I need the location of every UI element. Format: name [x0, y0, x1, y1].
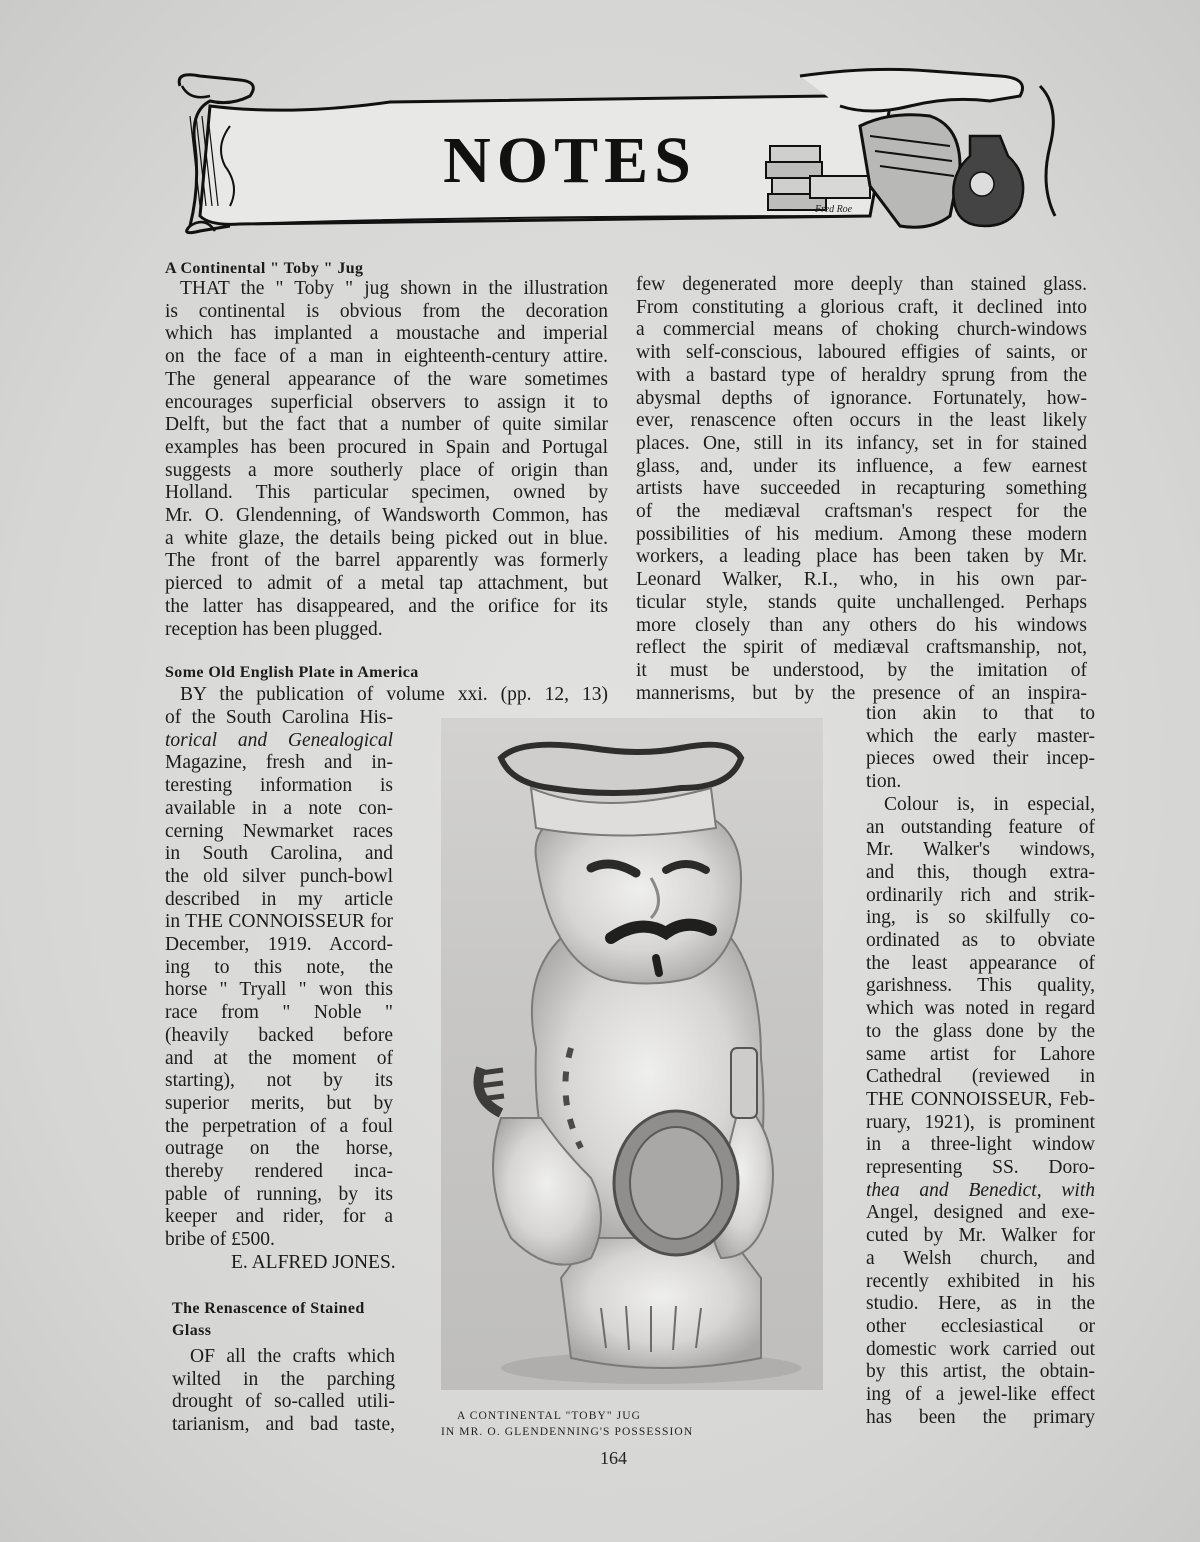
text-line: ordinarily rich and strik-: [866, 884, 1095, 906]
text-line: in THE CONNOISSEUR for: [165, 911, 393, 933]
text-line: Delft, but the fact that a number of quite similar: [165, 414, 608, 436]
right-column-body: [636, 274, 1087, 705]
text-line: recently exhibited in his: [866, 1270, 1095, 1292]
text-line: a Welsh church, and: [866, 1247, 1095, 1269]
text-line: ticular style, stands quite unchallenged. Perhaps: [636, 591, 1087, 613]
heading-line: The Renascence of Stained: [172, 1300, 365, 1317]
article-body-toby-jug: [165, 278, 608, 641]
text-line: pierced to admit of a metal tap attachment, but: [165, 573, 608, 595]
text-line: of the South Carolina His-: [165, 707, 393, 728]
text-line: The front of the barrel apparently was formerly: [165, 550, 608, 572]
toby-jug-photograph: [441, 718, 823, 1390]
text-line: teresting information is: [165, 775, 393, 797]
text-line: to the glass done by the: [866, 1020, 1095, 1042]
text-line: December, 1919. Accord-: [165, 934, 393, 956]
text-line: tarianism, and bad taste,: [172, 1414, 395, 1436]
text-line: horse " Tryall " won this: [165, 979, 393, 1001]
text-line: places. One, still in its infancy, set in for stained: [636, 432, 1087, 454]
text-line: in South Carolina, and: [165, 843, 393, 865]
text-line: Cathedral (reviewed in: [866, 1066, 1095, 1088]
text-line: has been the primary: [866, 1406, 1095, 1428]
text-line: Leonard Walker, R.I., who, in his own par-: [636, 569, 1087, 591]
text-line: (heavily backed before: [165, 1024, 393, 1046]
article-author: E. ALFRED JONES.: [231, 1251, 396, 1273]
text-line: domestic work carried out: [866, 1338, 1095, 1360]
text-line: tion.: [866, 771, 902, 793]
text-line: starting), not by its: [165, 1070, 393, 1092]
text-line: representing SS. Doro-: [866, 1157, 1095, 1179]
text-line: mannerisms, but by the presence of an inspira-: [636, 682, 1087, 704]
text-line: bribe of £500.: [165, 1229, 275, 1251]
caption-line: IN MR. O. GLENDENNING'S POSSESSION: [441, 1426, 694, 1438]
text-line: is continental is obvious from the decoration: [165, 300, 608, 322]
illustrator-signature: Fred Roe: [815, 204, 853, 215]
text-line: Colour is, in especial,: [884, 793, 1095, 815]
text-line: drought of so-called utili-: [172, 1391, 395, 1413]
text-line: it must be understood, by the imitation of: [636, 659, 1087, 681]
text-line: which has implanted a moustache and imperial: [165, 323, 608, 345]
text-line: pieces owed their incep-: [866, 748, 1095, 770]
text-line: the least appearance of: [866, 952, 1095, 974]
right-column-narrow-body: [866, 703, 1095, 1430]
caption-line: A CONTINENTAL "TOBY" JUG: [457, 1410, 642, 1422]
text-line: wilted in the parching: [172, 1368, 395, 1390]
text-line: available in a note con-: [165, 797, 393, 819]
text-line: with a bastard type of heraldry sprung from the: [636, 364, 1087, 386]
text-line: ing of a jewel-like effect: [866, 1384, 1095, 1406]
article-heading-toby-jug: A Continental " Toby " Jug: [165, 260, 364, 277]
text-line: few degenerated more deeply than stained glass.: [636, 274, 1087, 295]
text-line: of the mediæval craftsman's respect for the: [636, 501, 1087, 523]
text-line: with self-conscious, laboured effigies of saints, or: [636, 342, 1087, 364]
text-line: suggests a more southerly place of origin than: [165, 459, 608, 481]
text-line: the perpetration of a foul: [165, 1115, 393, 1137]
text-line: and this, though extra-: [866, 861, 1095, 883]
text-line: in a three-light window: [866, 1134, 1095, 1156]
text-line: more closely than any others do his windows: [636, 614, 1087, 636]
text-line: ordinated as to obviate: [866, 930, 1095, 952]
text-line: ever, renascence often occurs in the least likely: [636, 410, 1087, 432]
text-line: Angel, designed and exe-: [866, 1202, 1095, 1224]
article-body-english-plate: [165, 707, 396, 1275]
text-line: a white glaze, the details being picked out in blue.: [165, 527, 608, 549]
text-line: and at the moment of: [165, 1047, 393, 1069]
text-line: same artist for Lahore: [866, 1043, 1095, 1065]
vase-icon: [953, 136, 1023, 226]
text-line: studio. Here, as in the: [866, 1293, 1095, 1315]
text-line: artists have succeeded in recapturing something: [636, 478, 1087, 500]
text-line: torical and Genealogical: [165, 729, 393, 751]
article-first-line-english-plate: BY the publication of volume xxi. (pp. 12, 13): [180, 684, 608, 705]
text-line: a commercial means of choking church-windows: [636, 319, 1087, 341]
banner-title: NOTES: [443, 124, 697, 197]
text-line: described in my article: [165, 888, 393, 910]
text-line: The general appearance of the ware sometimes: [165, 368, 608, 390]
text-line: Mr. O. Glendenning, of Wandsworth Common, has: [165, 505, 608, 527]
text-line: Magazine, fresh and in-: [165, 752, 393, 774]
photo-caption: [441, 1408, 841, 1440]
text-line: tion akin to that to: [866, 703, 1095, 724]
article-heading-stained-glass: [172, 1298, 402, 1342]
toby-jug-figure-illustration: [441, 718, 823, 1390]
text-line: by this artist, the obtain-: [866, 1361, 1095, 1383]
text-line: cerning Newmarket races: [165, 820, 393, 842]
text-line: From constituting a glorious craft, it declined into: [636, 296, 1087, 318]
text-line: encourages superficial observers to assign it to: [165, 391, 608, 413]
text-line: possibilities of his medium. Among these modern: [636, 523, 1087, 545]
text-line: Holland. This particular specimen, owned by: [165, 482, 608, 504]
text-line: OF all the crafts which: [190, 1346, 395, 1367]
text-line: THE CONNOISSEUR, Feb-: [866, 1088, 1095, 1110]
text-line: thea and Benedict, with: [866, 1179, 1095, 1201]
text-line: THAT the " Toby " jug shown in the illustration: [180, 278, 608, 299]
text-line: the old silver punch-bowl: [165, 865, 393, 887]
text-line: thereby rendered inca-: [165, 1161, 393, 1183]
text-line: ruary, 1921), is prominent: [866, 1111, 1095, 1133]
text-line: on the face of a man in eighteenth-century attire.: [165, 346, 608, 368]
heading-line: Glass: [172, 1322, 212, 1339]
text-line: cuted by Mr. Walker for: [866, 1225, 1095, 1247]
article-body-stained-glass: [172, 1346, 395, 1437]
text-line: keeper and rider, for a: [165, 1206, 393, 1228]
text-line: the latter has disappeared, and the orifice for its: [165, 595, 608, 617]
text-line: ing, is so skilfully co-: [866, 907, 1095, 929]
text-line: glass, and, under its influence, a few earnest: [636, 455, 1087, 477]
article-heading-english-plate: Some Old English Plate in America: [165, 664, 419, 681]
text-line: which was noted in regard: [866, 998, 1095, 1020]
text-line: workers, a leading place has been taken by Mr.: [636, 546, 1087, 568]
text-line: which the early master-: [866, 725, 1095, 747]
text-line: outrage on the horse,: [165, 1138, 393, 1160]
text-line: ing to this note, the: [165, 956, 393, 978]
text-line: abysmal depths of ignorance. Fortunately, how-: [636, 387, 1087, 409]
text-line: race from " Noble ": [165, 1002, 393, 1024]
text-line: an outstanding feature of: [866, 816, 1095, 838]
text-line: reception has been plugged.: [165, 618, 383, 640]
text-line: garishness. This quality,: [866, 975, 1095, 997]
page-number: 164: [600, 1448, 627, 1468]
text-line: superior merits, but by: [165, 1092, 393, 1114]
armour-helmet-icon: [860, 115, 960, 228]
notes-banner: [170, 66, 1070, 246]
text-line: reflect the spirit of mediæval craftsmanship, not,: [636, 637, 1087, 659]
text-line: examples has been procured in Spain and Portugal: [165, 436, 608, 458]
text-line: pable of running, by its: [165, 1183, 393, 1205]
text-line: Mr. Walker's windows,: [866, 839, 1095, 861]
text-line: other ecclesiastical or: [866, 1315, 1095, 1337]
